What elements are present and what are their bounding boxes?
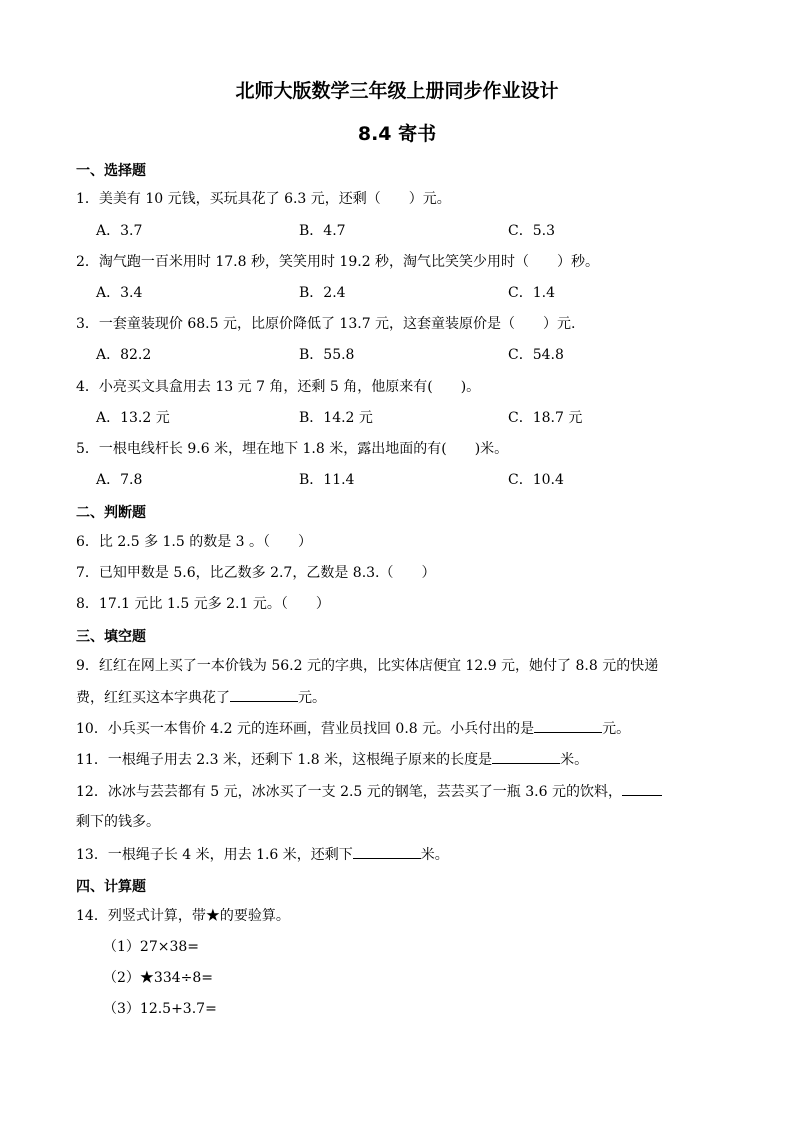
section-heading-calc: 四、计算题 xyxy=(76,879,146,895)
option-a: A．7.8 xyxy=(96,472,143,488)
question-6: 6．比 2.5 多 1.5 的数是 3 。（ ） xyxy=(76,534,313,550)
question-12-line-1 xyxy=(76,781,720,802)
question-14: 14．列竖式计算，带★的要验算。 xyxy=(76,908,290,924)
answer-blank[interactable] xyxy=(492,749,560,764)
option-b: B．4.7 xyxy=(299,223,346,239)
option-c: C．54.8 xyxy=(508,347,564,363)
question-11-text: 11．一根绳子用去 2.3 米，还剩下 1.8 米，这根绳子原来的长度是 xyxy=(76,752,493,768)
question-7: 7．已知甲数是 5.6，比乙数多 2.7，乙数是 8.3.（ ） xyxy=(76,565,436,581)
question-10-unit: 元。 xyxy=(602,721,631,737)
question-11-unit: 米。 xyxy=(560,752,589,768)
option-a: A．3.7 xyxy=(96,223,143,239)
question-11 xyxy=(76,749,720,770)
question-13-text: 13．一根绳子长 4 米，用去 1.6 米，还剩下 xyxy=(76,847,353,863)
section-heading-judge: 二、判断题 xyxy=(76,505,146,521)
question-13 xyxy=(76,844,720,865)
option-a: A．3.4 xyxy=(96,285,143,301)
sub-problem-1: （1）27×38= xyxy=(103,939,199,955)
question-4: 4．小亮买文具盒用去 13 元 7 角，还剩 5 角，他原来有( )。 xyxy=(76,379,481,395)
question-10-text: 10．小兵买一本售价 4.2 元的连环画，营业员找回 0.8 元。小兵付出的是 xyxy=(76,721,535,737)
question-2: 2．淘气跑一百米用时 17.8 秒，笑笑用时 19.2 秒，淘气比笑笑少用时（ ）秒。 xyxy=(76,254,600,270)
question-9-line-1: 9．红红在网上买了一本价钱为 56.2 元的字典，比实体店便宜 12.9 元，她付了 8.8 元的快递 xyxy=(76,658,659,674)
worksheet-title: 北师大版数学三年级上册同步作业设计 xyxy=(235,80,559,102)
option-b: B．11.4 xyxy=(299,472,355,488)
question-9-line-2 xyxy=(76,687,720,708)
sub-problem-3: （3）12.5+3.7= xyxy=(103,1001,217,1017)
option-a: A．13.2 元 xyxy=(96,410,170,426)
question-3: 3．一套童装现价 68.5 元，比原价降低了 13.7 元，这套童装原价是（ ）元. xyxy=(76,316,576,332)
answer-blank[interactable] xyxy=(230,687,298,702)
question-12-line-2: 剩下的钱多。 xyxy=(76,814,160,830)
answer-blank[interactable] xyxy=(534,718,602,733)
answer-blank[interactable] xyxy=(622,781,662,796)
section-heading-choice: 一、选择题 xyxy=(76,163,146,179)
question-13-unit: 米。 xyxy=(420,847,449,863)
question-12-text: 12．冰冰与芸芸都有 5 元，冰冰买了一支 2.5 元的钢笔，芸芸买了一瓶 3.6 元的饮料， xyxy=(76,784,622,800)
option-b: B．2.4 xyxy=(299,285,346,301)
option-c: C．18.7 元 xyxy=(508,410,583,426)
option-b: B．55.8 xyxy=(299,347,355,363)
answer-blank[interactable] xyxy=(353,844,421,859)
option-a: A．82.2 xyxy=(96,347,152,363)
question-10 xyxy=(76,718,720,739)
section-heading-fill: 三、填空题 xyxy=(76,629,146,645)
question-8: 8．17.1 元比 1.5 元多 2.1 元。（ ） xyxy=(76,596,330,612)
question-9-unit: 元。 xyxy=(298,690,326,706)
lesson-subtitle: 8.4 寄书 xyxy=(357,123,437,145)
question-9-text: 费，红红买这本字典花了 xyxy=(76,690,230,706)
option-b: B．14.2 元 xyxy=(299,410,373,426)
option-c: C．10.4 xyxy=(508,472,564,488)
option-c: C．5.3 xyxy=(508,223,555,239)
question-1: 1．美美有 10 元钱，买玩具花了 6.3 元，还剩（ ）元。 xyxy=(76,191,451,207)
option-c: C．1.4 xyxy=(508,285,555,301)
question-5: 5．一根电线杆长 9.6 米，埋在地下 1.8 米，露出地面的有( )米。 xyxy=(76,441,509,457)
sub-problem-2: （2）★334÷8= xyxy=(103,970,213,986)
